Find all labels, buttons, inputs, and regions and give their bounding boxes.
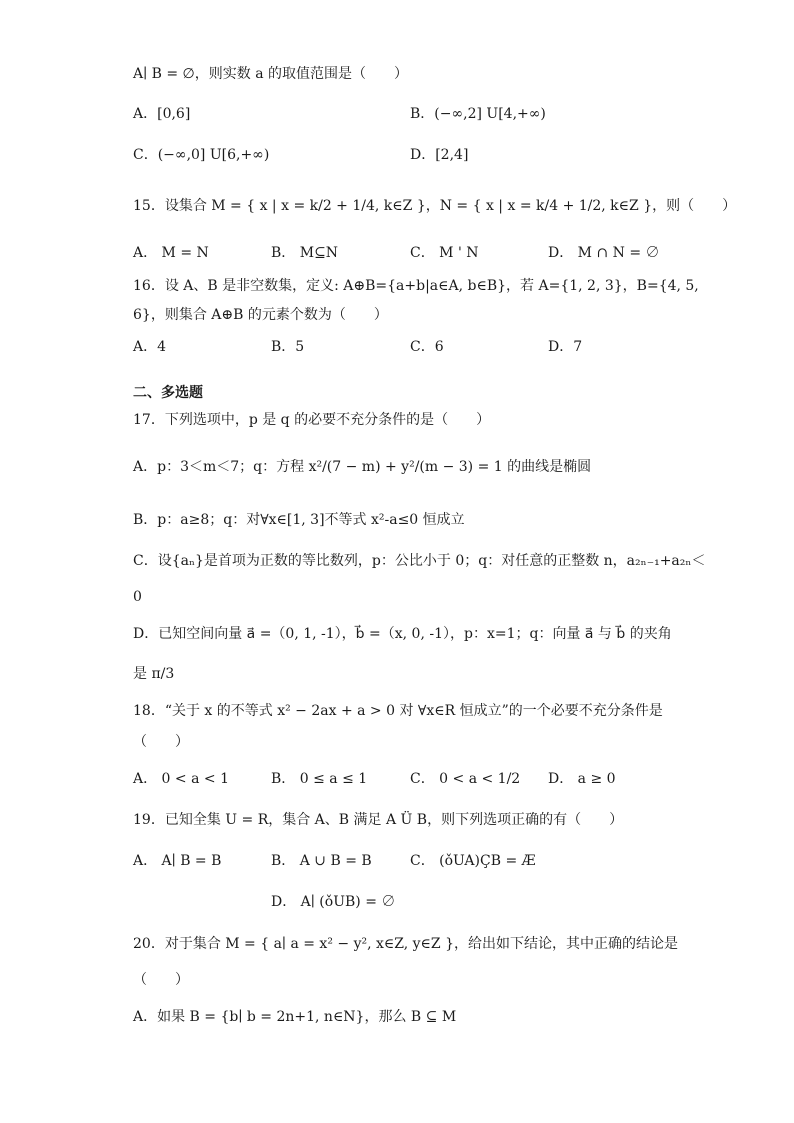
text-line: C．(−∞,0] U[6,+∞) (133, 147, 270, 163)
text-line: D．已知空间向量 a⃗ =（0, 1, -1），b⃗ =（x, 0, -1），p：x=1；q：向量 a⃗ 与 b⃗ 的夹角 (133, 626, 672, 642)
text-line: 16．设 A、B 是非空数集，定义: A⊕B={a+b|a∈A, b∈B}，若 A={1, 2, 3}，B={4, 5, (133, 278, 699, 294)
text-line: 是 π/3 (133, 666, 175, 682)
section-heading: 二、多选题 (133, 385, 203, 401)
text-line: 20．对于集合 M = { a∣ a = x² − y², x∈Z, y∈Z }，给出如下结论，其中正确的结论是 (133, 936, 678, 952)
text-line: B．(−∞,2] U[4,+∞) (410, 106, 546, 122)
text-line: C． M ' N (410, 245, 479, 261)
text-line: A．p：3＜m＜7；q：方程 x²/(7 − m) + y²/(m − 3) = 1 的曲线是椭圆 (133, 459, 592, 475)
text-line: A∣ B = ∅，则实数 a 的取值范围是（ ） (133, 66, 408, 82)
text-line: C． 0 < a < 1/2 (410, 771, 521, 787)
text-line: （ ） (133, 734, 189, 750)
text-line: B．5 (271, 339, 305, 355)
text-line: D． M ∩ N = ∅ (548, 245, 660, 261)
text-line: A． 0 < a < 1 (133, 771, 229, 787)
text-line: B． M⊆N (271, 245, 339, 261)
text-line: 18．“关于 x 的不等式 x² − 2ax + a > 0 对 ∀x∈R 恒成立”的一个必要不充分条件是 (133, 703, 663, 719)
text-line: D．[2,4] (410, 147, 469, 163)
text-line: D． A∣ (ǒUB) = ∅ (271, 894, 396, 910)
text-line: 19．已知全集 U = R，集合 A、B 满足 A Ü B，则下列选项正确的有（ ） (133, 812, 624, 828)
text-line: D． a ≥ 0 (548, 771, 616, 787)
text-line: 6}，则集合 A⊕B 的元素个数为（ ） (133, 307, 388, 323)
text-line: A．[0,6] (133, 106, 191, 122)
text-line: B．p：a≥8；q：对∀x∈[1, 3]不等式 x²-a≤0 恒成立 (133, 512, 465, 528)
text-line: C． (ǒUA)ÇB = Æ (410, 853, 536, 869)
text-line: A．4 (133, 339, 167, 355)
text-line: （ ） (133, 972, 189, 988)
text-line: A．如果 B = {b∣ b = 2n+1, n∈N}，那么 B ⊆ M (133, 1009, 457, 1025)
text-line: D．7 (548, 339, 583, 355)
text-line: C．6 (410, 339, 444, 355)
text-line: 17．下列选项中，p 是 q 的必要不充分条件的是（ ） (133, 412, 491, 428)
text-line: B． A ∪ B = B (271, 853, 372, 869)
text-line: A． M = N (133, 245, 209, 261)
text-line: C．设{aₙ}是首项为正数的等比数列，p：公比小于 0；q：对任意的正整数 n，a₂ₙ₋₁+a₂ₙ＜ (133, 553, 706, 569)
text-line: 15．设集合 M = { x | x = k/2 + 1/4, k∈Z }，N = { x | x = k/4 + 1/2, k∈Z }，则（ ） (133, 198, 737, 214)
text-line: A． A∣ B = B (133, 853, 222, 869)
text-line: B． 0 ≤ a ≤ 1 (271, 771, 368, 787)
text-line: 0 (133, 589, 142, 605)
